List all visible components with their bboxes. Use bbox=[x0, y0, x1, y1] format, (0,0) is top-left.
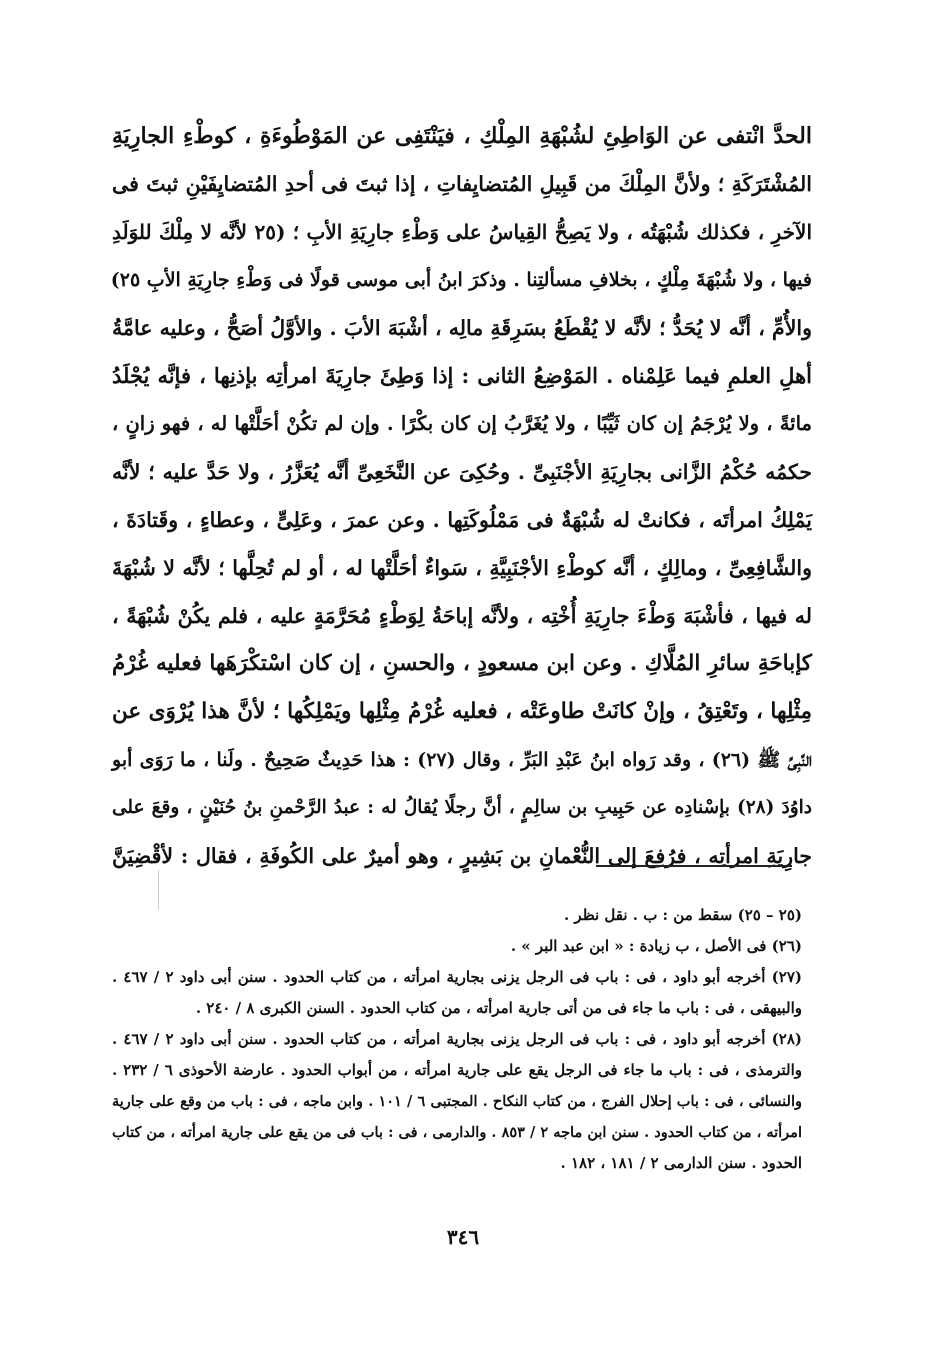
footnotes-block bbox=[112, 900, 802, 1179]
footnote-line: (٢٨) أخرجه أبو داود ، فى : باب فى الرجل يزنى بجارية امرأته ، من كتاب الحدود . سنن أبى داود ٢ / ٤٦٧ . bbox=[112, 1030, 802, 1048]
footnote-line: (٢٧) أخرجه أبو داود ، فى : باب فى الرجل يزنى بجارية امرأته ، من كتاب الحدود . سنن أبى داود ٢ / ٤٦٧ . bbox=[112, 968, 802, 986]
footnote-line: الحدود . سنن الدارمى ٢ / ١٨١ ، ١٨٢ . bbox=[560, 1154, 802, 1172]
text-line: فيها ، ولا شُبْهَةَ مِلْكٍ ، بخلافِ مسألتِنا . وذكرَ ابنُ أبى موسى قولًا فى وَطْءِ جارِيَةِ الأبِ ٢٥) bbox=[110, 269, 812, 291]
text-line: داوُدَ (٢٨) بإسْنادِه عن حَبِيبِ بن سالِمٍ ، أنَّ رجلًا يُقالُ له : عبدُ الرَّحْمنِ بنُ حُنَيْنٍ ، وقعَ على bbox=[112, 797, 813, 818]
text-line: الحدَّ انْتفى عن الوَاطِئِ لشُبْهَةِ المِلْكِ ، فيَنْتَفِى عن المَوْطُوءَةِ ، كوطْءِ الجارِيَةِ bbox=[112, 123, 812, 149]
text-line: والشَّافِعِىِّ ، ومالِكٍ ، أنَّه كوطْءِ الأجْنَبِيَّةِ ، سَواءٌ أحَلَّتْها له ، أو لم تُحِلَّها ؛ لأنَّه لا شُبْهَةَ bbox=[112, 556, 812, 580]
text-line: المُشْتَرَكَةِ ؛ ولأنَّ المِلْكَ من قَبِيلِ المُتضايِفاتِ ، إذا ثبتَ فى أحدِ المُتضايِفَيْنِ ثبتَ فى bbox=[112, 172, 812, 196]
text-line: كإباحَةِ سائرِ المُلَّاكِ . وعن ابن مسعودٍ ، والحسنِ ، إن كان اسْتكْرَهَها فعليه غُرْمُ bbox=[112, 651, 812, 676]
text-line: النَّبِىِّ ﷺ (٢٦) ، وقد رَواه ابنُ عَبْدِ البَرِّ ، وقال (٢٧) : هذا حَدِيثٌ صَحِيحٌ . ولَنا ، ما رَوَى أبو bbox=[112, 749, 812, 771]
text-line: حكمُه حُكْمُ الزَّانى بجارِيَةِ الأجْنَبِىِّ . وحُكِىَ عن النَّخَعِىِّ أنَّه يُعَزَّرُ ، ولا حَدَّ عليه ؛ لأنَّه bbox=[112, 460, 812, 484]
text-line: جارِيَةِ امرأتِه ، فرُفِعَ إلى النُّعْمانِ بن بَشِيرٍ ، وهو أميرٌ على الكُوفَةِ ، فقال : لأقْضِيَنَّ bbox=[112, 844, 812, 868]
text-line: الآخرِ ، فكذلك شُبْهَتُه ، ولا يَصِحُّ القِياسُ على وَطْءِ جارِيَةِ الأبِ ؛ (٢٥ لأنَّه لا مِلْكَ للوَلَدِ bbox=[112, 220, 813, 244]
footnote-separator bbox=[596, 865, 792, 867]
text-line: أهلِ العلمِ فيما عَلِمْناه . المَوْضِعُ الثانى : إذا وَطِئَ جارِيَةَ امرأتِه بإذنِها ، فإنَّه يُجْلَدُ bbox=[112, 363, 812, 388]
footnote-line: والترمذى ، فى : باب ما جاء فى الرجل يقع على جارية امرأته ، من أبواب الحدود . عارضة الأحوذى ٦ / ٢٣٢ . bbox=[112, 1061, 802, 1079]
text-line: مائةً ، ولا يُرْجَمُ إن كان ثَيِّبًا ، ولا يُغَرَّبُ إن كان بكْرًا . وإن لم تكُنْ أحَلَّتْها له ، فهو زانٍ ، bbox=[112, 412, 812, 435]
text-line: مِثْلِها ، وتَعْتِقُ ، وإنْ كانَتْ طاوعَتْه ، فعليه غُرْمُ مِثْلِها ويَمْلِكُها ؛ لأنَّ هذا يُرْوَى عن bbox=[112, 699, 812, 724]
footnote-line: (٢٥ – ٢٥) سقط من : ب . نقل نظر . bbox=[563, 906, 802, 924]
footnote-line: والنسائى ، فى : باب إحلال الفرج ، من كتاب النكاح . المجتبى ٦ / ١٠١ . وابن ماجه ، فى : باب من وقع على جارية bbox=[112, 1093, 802, 1110]
main-text-block bbox=[112, 112, 812, 880]
footnote-line: امرأته ، من كتاب الحدود . سنن ابن ماجه ٢ / ٨٥٣ . والدارمى ، فى : باب فى من يقع على جارية امرأته ، من كتاب bbox=[112, 1124, 802, 1141]
text-line: يَمْلِكُ امرأتَه ، فكانتْ له شُبْهَةٌ فى مَمْلُوكَتِها . وعن عمرَ ، وعَلِىٍّ ، وعطاءٍ ، وقَتادَةَ ، bbox=[112, 508, 812, 532]
page-number: ٣٤٦ bbox=[446, 1225, 480, 1249]
footnote-line: والبيهقى ، فى : باب ما جاء فى من أتى جارية امرأته ، من كتاب الحدود . السنن الكبرى ٨ / ٢٤٠ . bbox=[195, 999, 802, 1017]
text-line: والأُمِّ ، أنَّه لا يُحَدُّ ؛ لأنَّه لا يُقْطَعُ بسَرِقَةِ مالِه ، أشْبَهَ الأبَ . والأوَّلُ أصَحُّ ، وعليه عامَّةُ bbox=[112, 316, 812, 340]
footnote-line: (٢٦) فى الأصل ، ب زيادة : « ابن عبد البر » . bbox=[510, 937, 802, 955]
text-line: له فيها ، فأشْبَهَ وَطْءَ جارِيَةِ أُخْتِه ، ولأنَّه إباحَةُ لِوَطْءٍ مُحَرَّمَةٍ عليه ، فلم يكُنْ شُبْهَةً ، bbox=[112, 604, 812, 628]
